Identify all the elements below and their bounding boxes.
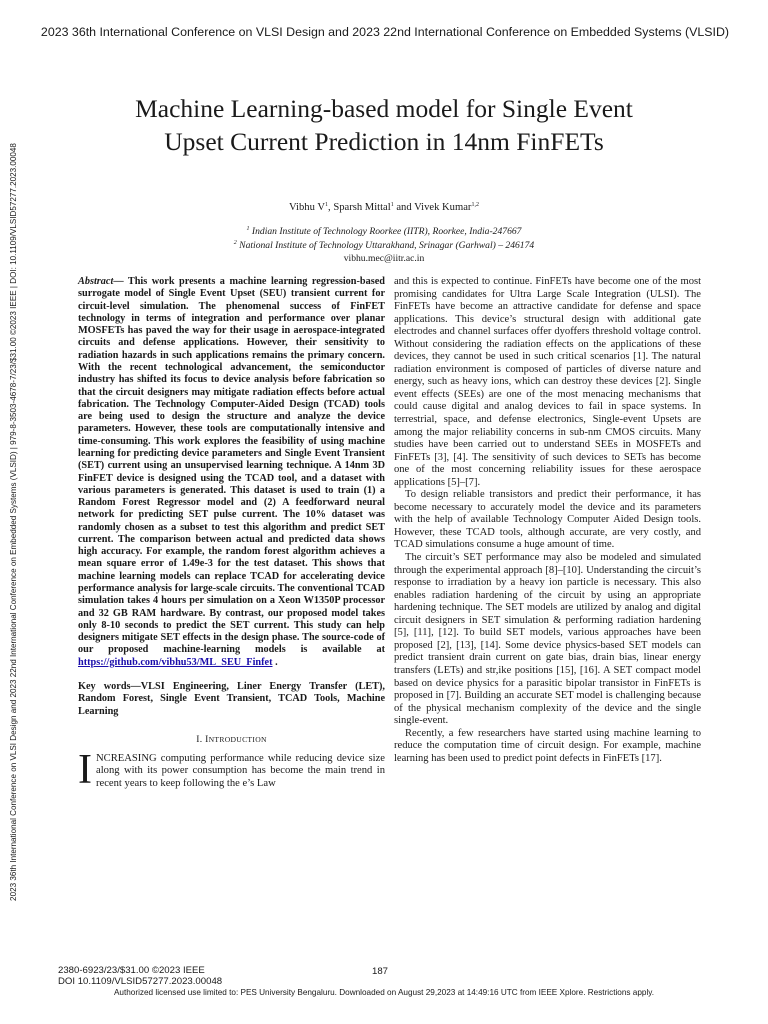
- abstract-end: .: [272, 656, 278, 668]
- section-title-rest: NTRODUCTION: [208, 734, 267, 744]
- abstract: [78, 276, 385, 669]
- page-number: 187: [372, 966, 389, 977]
- body-paragraph: Recently, a few researchers have started using machine learning to reduce the computation time of circuit design. For example, machine learning has been used to predict point defects in FinFETs [17].: [394, 727, 701, 764]
- section-heading-introduction: [78, 734, 385, 745]
- abstract-label: Abstract: [78, 276, 114, 287]
- conference-header: 2023 36th International Conference on VLSI Design and 2023 22nd International Conference on Embedded Systems (VLSID): [40, 25, 730, 39]
- keywords-label: Key words: [78, 681, 131, 692]
- keywords: [78, 681, 385, 718]
- right-column: [394, 276, 701, 765]
- abstract-dash: —: [113, 276, 128, 287]
- section-initial: I: [205, 733, 209, 745]
- affiliation-2: [100, 240, 668, 251]
- footer-identifiers: [58, 966, 222, 988]
- abstract-text: This work presents a machine learning regression-based surrogate model of Single Event Upset (SEU) transient current for circuit-level simulation. The phenomenal success of FinFET technology in terms of integration and performance over planar MOSFETs has paved the way for their usage in aerospace-integrated circuits and defense applications. However, their sensitivity to radiation hazards in such applications remains the primary concern. With the recent technological advancement, the semiconductor industry has shifted its focus to device analysis before fabrication so that the circuit designers may mitigate radiation effects before actual fabrication. The Technology Computer-Aided Design (TCAD) tools are being used to design the structure and analyze the device parameters. However, these tools are computationally intensive and time-consuming. This work explores the feasibility of using machine learning for predicting device parameters and Single Event Transient (SET) current using an unsupervised learning technique. A 14nm 3D FinFET device is designed using the TCAD tool, and a dataset with various parameters is generated. This dataset is used to train (1) a Random Forest Regressor model and (2) A feedforward neural network for predicting SET pulse current. The 10% dataset was randomly chosen as a subset to test this algorithm and predict SET current. The comparison between actual and predicted data shows high accuracy. For example, the random forest algorithm achieves a mean square error of 1.49e-3 for the test dataset. This shows that machine learning models can replace TCAD for accelerating device performance analysis for large-scale circuits. The conventional TCAD simulation takes 4 hours per simulation on a Xeon W1350P processor and 32 GB RAM hardware. By contrast, our proposed model takes only 8-10 seconds to predict the SET current. This study can help designers mitigate SET effects in the design phase. The source-code of our proposed machine-learning models is available at: [78, 276, 385, 656]
- author-name: Sparsh Mittal: [333, 202, 391, 213]
- keywords-text: —VLSI Engineering, Liner Energy Transfer (LET), Random Forest, Single Event Transient, TCAD Tools, Machine Learning: [78, 681, 385, 717]
- paper-title: Machine Learning-based model for Single Event Upset Current Prediction in 14nm FinFETs: [135, 94, 633, 156]
- drop-cap-letter: I: [78, 746, 92, 793]
- author-affiliation-mark: 1,2: [471, 202, 479, 208]
- introduction-paragraph: [78, 746, 385, 793]
- affiliation-text: Indian Institute of Technology Roorkee (IITR), Roorkee, India-247667: [249, 226, 522, 237]
- body-paragraph: and this is expected to continue. FinFETs have become one of the most promising candidates for Ultra Large Scale Integration (ULSI). The FinFETs have become an attractive candidate for defense and space applications. This device’s structural design with additional gate electrodes and channel surfaces offer dyoffers threshold voltage control. Without considering the radiation effects on the applications of these devices, they cannot be used in such critical scenarios [1]. The natural radiation environment is composed of particles of diverse nature and energy, such as heavy ions, which can destroy these devices [2]. Single event effects (SEEs) are one of the most menacing mechanisms that could cause digital and analog devices to fail in space systems. In terrestrial, space, and defense electronics, Single-event Upsets are among the major reliability concerns in sub-nm CMOS circuits. Many studies have been carried out to understand SEEs in MOSFETs and FinFETs [3], [4]. The sensitivity of such devices to SETs has become one of the most concerning reliability issues for these aerospace applications [5]–[7].: [394, 276, 701, 488]
- author-affiliation-mark: 1: [390, 202, 394, 208]
- footer-doi: DOI 10.1109/VLSID57277.2023.00048: [58, 975, 223, 987]
- doi-side-text: 2023 36th International Conference on VLSI Design and 2023 22nd International Conference on Embedded Systems (VLSID) | 979-8-3503-4678-7/23/$31.00 ©2023 IEEE | DOI: 10.1109/VLSID57277.2023.00048: [9, 143, 18, 901]
- affiliation-text: National Institute of Technology Uttarakhand, Srinagar (Garhwal) – 246174: [236, 240, 535, 251]
- affiliation-mark: 1: [246, 226, 250, 232]
- footer-issn: 2380-6923/23/$31.00 ©2023 IEEE: [58, 965, 205, 976]
- author-separator: and: [393, 202, 415, 213]
- left-column: [78, 276, 385, 791]
- source-code-link[interactable]: https://github.com/vibhu53/ML_SEU_Finfet: [78, 656, 273, 668]
- intro-text: computing performance while reducing device size along with its power consumption has become the main trend in recent years to keep following the e’s Law: [96, 752, 385, 790]
- section-number: I.: [196, 733, 206, 745]
- doi-side-strip: [3, 82, 25, 962]
- body-paragraph: To design reliable transistors and predict their performance, it has become necessary to accurately model the device and its parameters with the help of available Technology Computer Aided Design tools. However, these TCAD tools, although accurate, are very costly, and TCAD simulations consume a huge amount of time.: [394, 489, 701, 551]
- author-list: [120, 202, 648, 213]
- affiliation-1: [100, 226, 668, 237]
- intro-lead-word: NCREASING: [96, 752, 157, 764]
- license-notice: Authorized licensed use limited to: PES University Bengaluru. Downloaded on August 29,2023 at 14:49:16 UTC from IEEE Xplore. Restrictions apply.: [113, 988, 655, 997]
- author-affiliation-mark: 1: [325, 202, 329, 208]
- author-separator: ,: [328, 202, 334, 213]
- contact-email: vibhu.mec@iitr.ac.in: [343, 253, 425, 264]
- author-name: Vibhu V: [289, 202, 326, 213]
- author-name: Vivek Kumar: [414, 202, 472, 213]
- body-paragraph: The circuit’s SET performance may also be modeled and simulated through the experimental approach [8]–[10]. Understanding the circuit’s response to irradiation by a heavy ion particle is necessary. This also enables radiation hardening of the circuit by using an appropriate hardening technique. The SET models are utilized by analog and digital circuit designers in SET simulation & performing radiation hardening [5], [11], [12]. To build SET models, various approaches have been proposed [2], [13], [14]. Some device physics-based SET models can predict transient drain current on gate bias, drain bias, linear energy transfers (LETs) and str,ike positions [15], [16]. A SET compact model based on device physics for a parasitic bipolar transistor in FinFETs is proposed in [7]. Building an accurate SET model is challenging because of the physical mechanism complexity of the device and the single single-event.: [394, 552, 701, 727]
- affiliation-mark: 2: [233, 240, 237, 246]
